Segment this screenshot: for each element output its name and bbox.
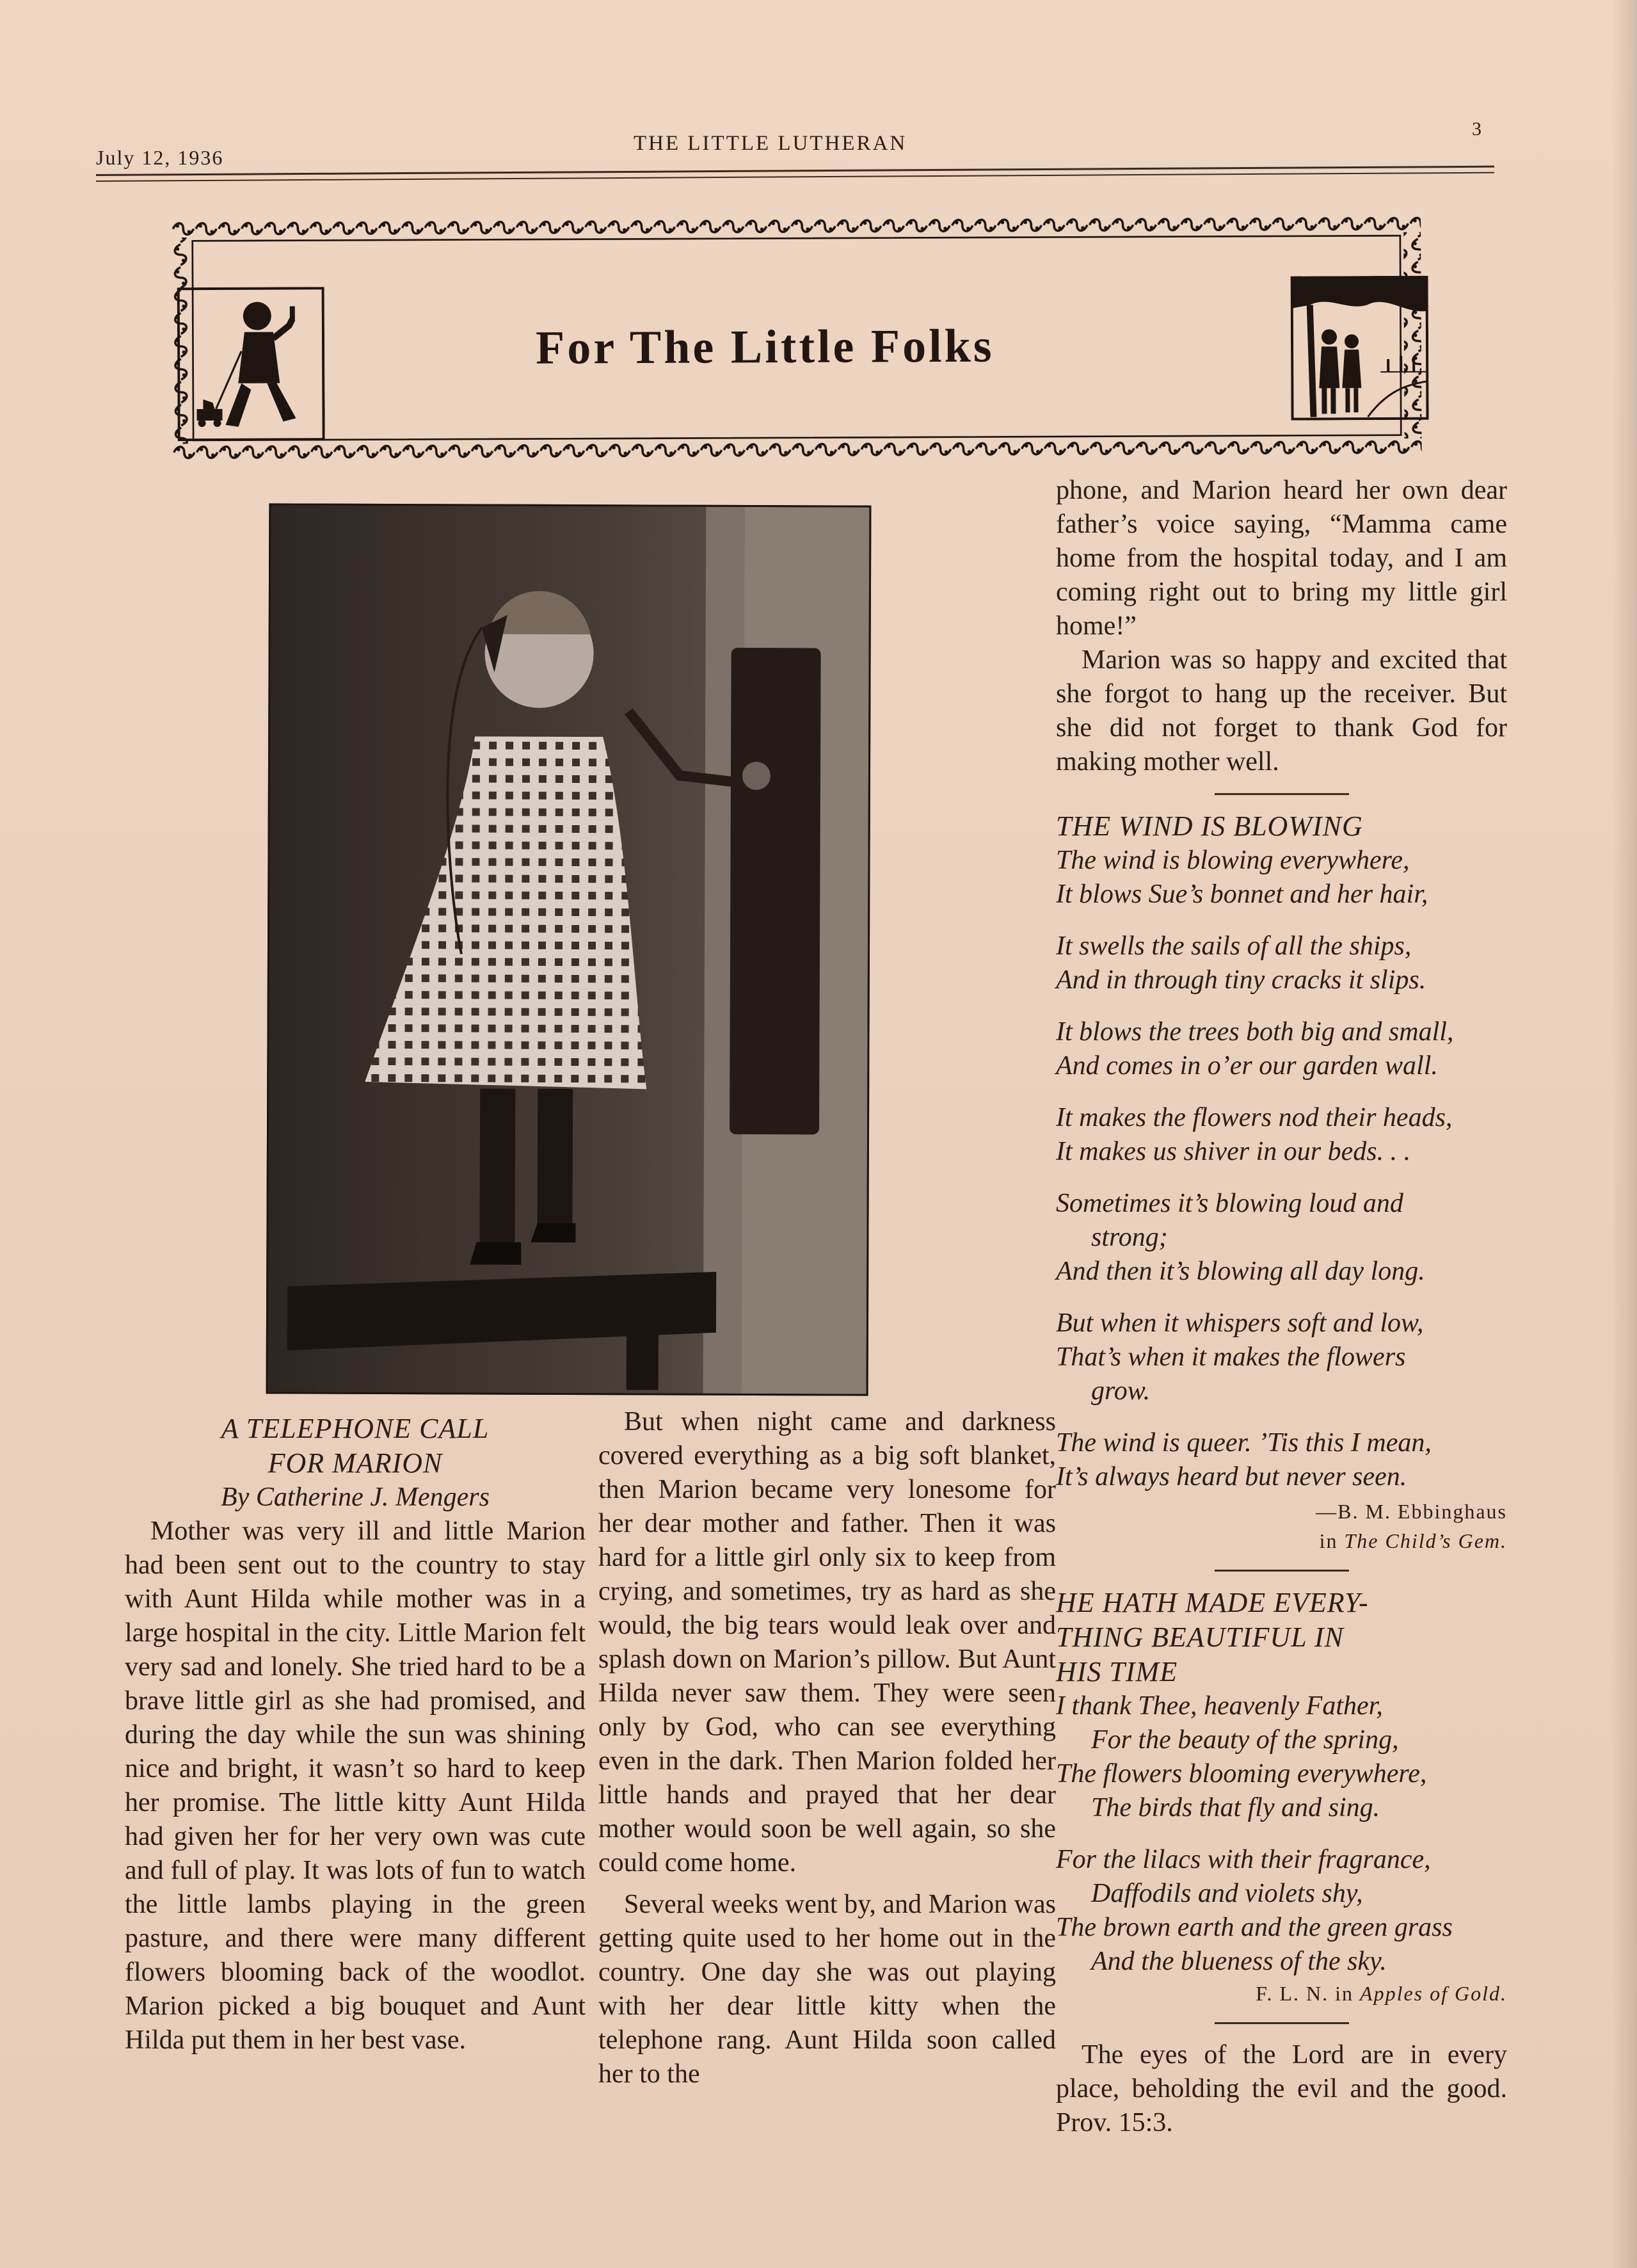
poem-line: Sometimes it’s blowing loud and bbox=[1056, 1189, 1403, 1218]
poem-stanza bbox=[1056, 1015, 1507, 1083]
poem-stanza bbox=[1056, 1689, 1507, 1825]
publication-name: THE LITTLE LUTHERAN bbox=[634, 132, 907, 155]
poem-line: The brown earth and the green grass bbox=[1056, 1913, 1453, 1942]
poem-author: F. L. N. in bbox=[1256, 1982, 1361, 2005]
poem-line: I thank Thee, heavenly Father, bbox=[1056, 1691, 1383, 1721]
section-divider bbox=[1215, 793, 1349, 795]
poem-line: It blows the trees both big and small, bbox=[1056, 1017, 1454, 1047]
poem-line: It blows Sue’s bonnet and her hair, bbox=[1056, 880, 1428, 909]
poem-stanza bbox=[1056, 1843, 1507, 1979]
poem-stanza bbox=[1056, 929, 1507, 997]
poem-line: strong; bbox=[1091, 1223, 1168, 1252]
poem-line: And comes in o’er our garden wall. bbox=[1056, 1051, 1438, 1081]
poem-stanza bbox=[1056, 1426, 1507, 1494]
poem-line: And then it’s blowing all day long. bbox=[1056, 1257, 1425, 1286]
story-title-line-1: A TELEPHONE CALL bbox=[221, 1413, 490, 1444]
section-divider bbox=[1215, 1570, 1349, 1572]
banner-title: For The Little Folks bbox=[535, 319, 994, 374]
poem-stanza bbox=[1056, 1101, 1507, 1169]
photo-illustration bbox=[268, 505, 870, 1394]
poem-line: For the lilacs with their fragrance, bbox=[1056, 1845, 1431, 1874]
poem-line: It swells the sails of all the ships, bbox=[1056, 931, 1412, 961]
source-title: Apples of Gold. bbox=[1360, 1982, 1507, 2005]
boy-with-candle-silhouette bbox=[177, 287, 325, 441]
poem-line: It makes us shiver in our beds. . . bbox=[1056, 1137, 1411, 1166]
poem-stanza bbox=[1056, 844, 1507, 912]
page-edge-shadow bbox=[1611, 0, 1637, 2268]
story-column-2 bbox=[598, 1405, 1056, 2091]
poem-line: Daffodils and violets shy, bbox=[1091, 1879, 1363, 1908]
story-paragraph: Mother was very ill and little Marion had been sent out to the country to stay with Aunt Hilda while mother was in a large hospital in the city. Little Marion felt very sad and lonely. She tried hard to be a brave little girl as she had promised, and during the day while the sun was shining nice and bright, it wasn’t so hard to keep her promise. The little kitty Aunt Hilda had given her for her very own was cute and full of play. It was lots of fun to watch the little lambs playing in the green pasture, and there were many different flowers blooming back of the woodlot. Marion picked a big bouquet and Aunt Hilda put them in her best vase. bbox=[125, 1516, 586, 2055]
story-paragraph: But when night came and darkness covered everything as a big soft blanket, then Marion became very lonesome for her dear mother and father. Then it was hard for a little girl only six to keep from crying, and sometimes, try as hard as she would, the big tears would leak over and splash down on Marion’s pillow. But Aunt Hilda never saw them. They were seen only by God, who can see everything even in the dark. Then Marion folded her little hands and prayed that her dear mother would soon be well again, so she could come home. bbox=[598, 1407, 1056, 1878]
page-number: 3 bbox=[1472, 118, 1481, 140]
poem-line: For the beauty of the spring, bbox=[1091, 1725, 1399, 1755]
issue-date: July 12, 1936 bbox=[96, 146, 224, 169]
section-divider bbox=[1215, 2022, 1349, 2024]
poem-line: And in through tiny cracks it slips. bbox=[1056, 965, 1426, 995]
poem-stanza bbox=[1056, 1307, 1507, 1408]
story-paragraph: Marion was so happy and excited that she forgot to hang up the receiver. But she did not forget to thank God for making mother well. bbox=[1056, 645, 1507, 776]
story-column-1 bbox=[125, 1411, 586, 2057]
poem-line: The flowers blooming everywhere, bbox=[1056, 1759, 1427, 1789]
poem-line: The birds that fly and sing. bbox=[1091, 1793, 1380, 1822]
poem-attribution bbox=[1056, 1979, 1507, 2008]
poem-line: grow. bbox=[1091, 1376, 1151, 1406]
story-byline: By Catherine J. Mengers bbox=[221, 1483, 490, 1512]
poem-stanza bbox=[1056, 1187, 1507, 1289]
poem-title: THE WIND IS BLOWING bbox=[1056, 810, 1363, 842]
children-under-tree-silhouette bbox=[1291, 276, 1429, 421]
poem-line: And the blueness of the sky. bbox=[1091, 1947, 1387, 1976]
poem-line: It’s always heard but never seen. bbox=[1056, 1462, 1407, 1492]
poem-line: But when it whispers soft and low, bbox=[1056, 1308, 1424, 1338]
poem-line: That’s when it makes the flowers bbox=[1056, 1342, 1406, 1372]
poem-line: The wind is queer. ’Tis this I mean, bbox=[1056, 1428, 1432, 1458]
poem-line: It makes the flowers nod their heads, bbox=[1056, 1103, 1453, 1132]
poem-title-line-1: HE HATH MADE EVERY- bbox=[1056, 1587, 1369, 1618]
story-title-line-2: FOR MARION bbox=[268, 1447, 443, 1479]
story-paragraph: phone, and Marion heard her own dear father’s voice saying, “Mamma came home from the hospital today, and I am coming right out to bring my little girl home!” bbox=[1056, 476, 1507, 641]
poem-title-line-3: HIS TIME bbox=[1056, 1656, 1178, 1687]
poem-author: —B. M. Ebbinghaus bbox=[1316, 1500, 1507, 1523]
source-prefix: in bbox=[1319, 1529, 1345, 1552]
source-title: The Child’s Gem. bbox=[1344, 1529, 1507, 1552]
section-banner bbox=[99, 200, 1495, 476]
poem-source bbox=[1056, 1526, 1507, 1556]
poem-line: The wind is blowing everywhere, bbox=[1056, 846, 1410, 875]
photo-girl-on-telephone bbox=[266, 503, 872, 1395]
story-paragraph: Several weeks went by, and Marion was getting quite used to her home out in the country. One day she was out playing with her dear little kitty when the telephone rang. Aunt Hilda soon called her to the bbox=[598, 1890, 1056, 2089]
poem-title-line-2: THING BEAUTIFUL IN bbox=[1056, 1621, 1344, 1653]
right-column bbox=[1056, 474, 1507, 2140]
scripture-verse: The eyes of the Lord are in every place, beholding the evil and the good. Prov. 15:3. bbox=[1056, 2040, 1507, 2137]
